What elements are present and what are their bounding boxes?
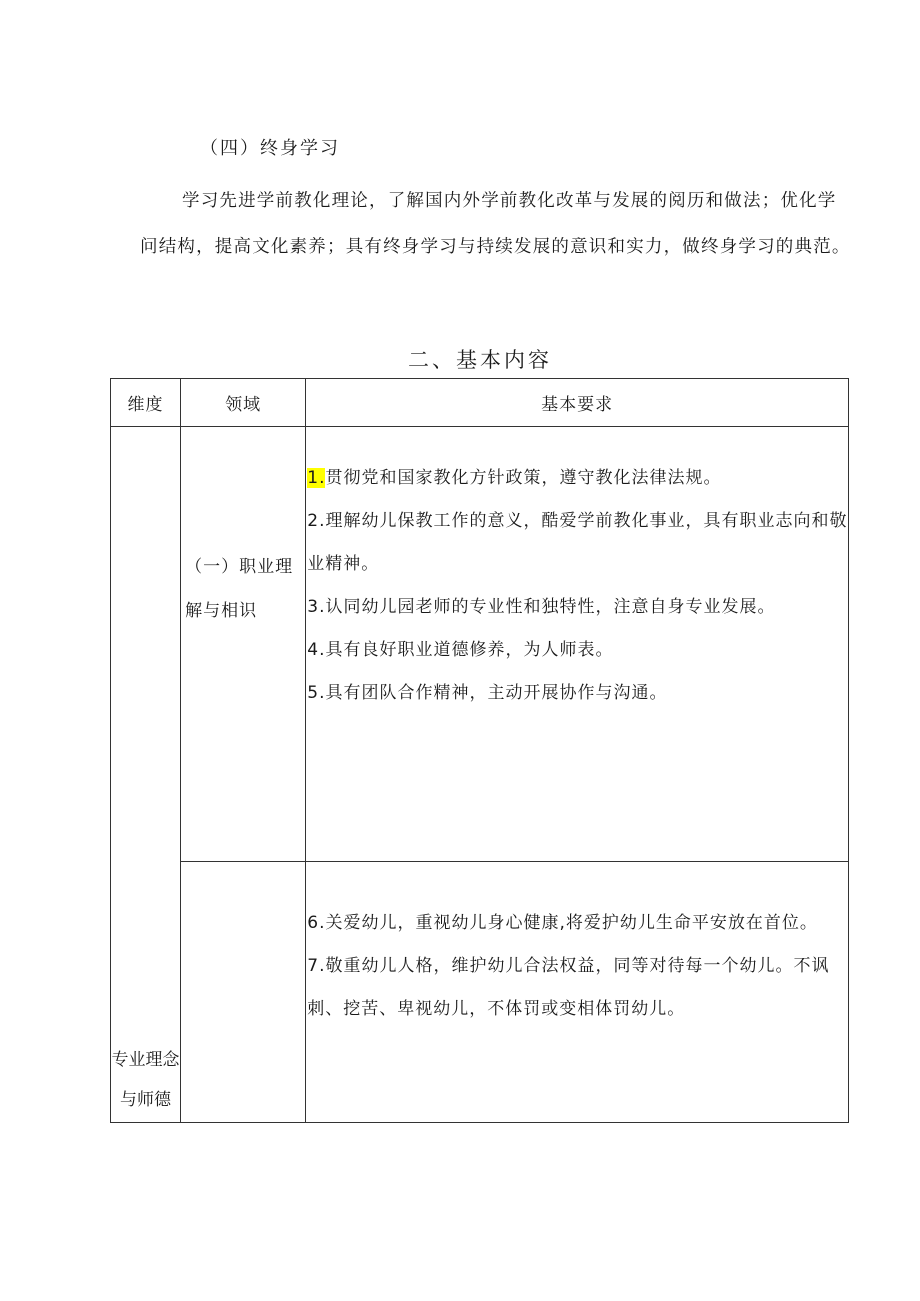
- domain-label: （一）职业理解与相识: [185, 557, 294, 621]
- header-domain: 领域: [181, 379, 306, 427]
- intro-paragraph: 学习先进学前教化理论，了解国内外学前教化改革与发展的阅历和做法；优化学问结构，提高文化素养；具有终身学习与持续发展的意识和实力，做终身学习的典范。: [140, 191, 851, 257]
- section-title: 二、基本内容: [408, 348, 552, 372]
- requirement-item: 4.具有良好职业道德修养，为人师表。: [307, 640, 614, 660]
- requirements-cell: [306, 427, 849, 862]
- requirements-cell: [306, 862, 849, 1123]
- requirement-item: 7.敬重幼儿人格，维护幼儿合法权益，同等对待每一个幼儿。不讽刺、挖苦、卑视幼儿，不体罚或变相体罚幼儿。: [307, 956, 830, 1019]
- requirement-item: 6.关爱幼儿，重视幼儿身心健康,将爱护幼儿生命平安放在首位。: [307, 913, 818, 933]
- header-dimension: 维度: [111, 379, 181, 427]
- requirement-text: 贯彻党和国家教化方针政策，遵守教化法律法规。: [325, 468, 722, 488]
- requirement-item: 3.认同幼儿园老师的专业性和独特性，注意自身专业发展。: [307, 597, 776, 617]
- domain-cell: [181, 862, 306, 1123]
- requirement-item: [307, 457, 848, 500]
- content-table: [110, 378, 849, 1123]
- header-requirements: 基本要求: [306, 379, 849, 427]
- dimension-label: 专业理念与师德: [111, 1050, 180, 1110]
- table-row: [111, 427, 849, 862]
- requirement-item: 5.具有团队合作精神，主动开展协作与沟通。: [307, 683, 668, 703]
- requirement-item: 2.理解幼儿保教工作的意义，酷爱学前教化事业，具有职业志向和敬业精神。: [307, 511, 848, 574]
- domain-cell: [181, 427, 306, 862]
- highlighted-number: 1.: [307, 468, 326, 488]
- table-row: [111, 862, 849, 1123]
- subsection-heading: （四）终身学习: [200, 138, 340, 159]
- table-header-row: [111, 379, 849, 427]
- dimension-cell: [111, 427, 181, 1123]
